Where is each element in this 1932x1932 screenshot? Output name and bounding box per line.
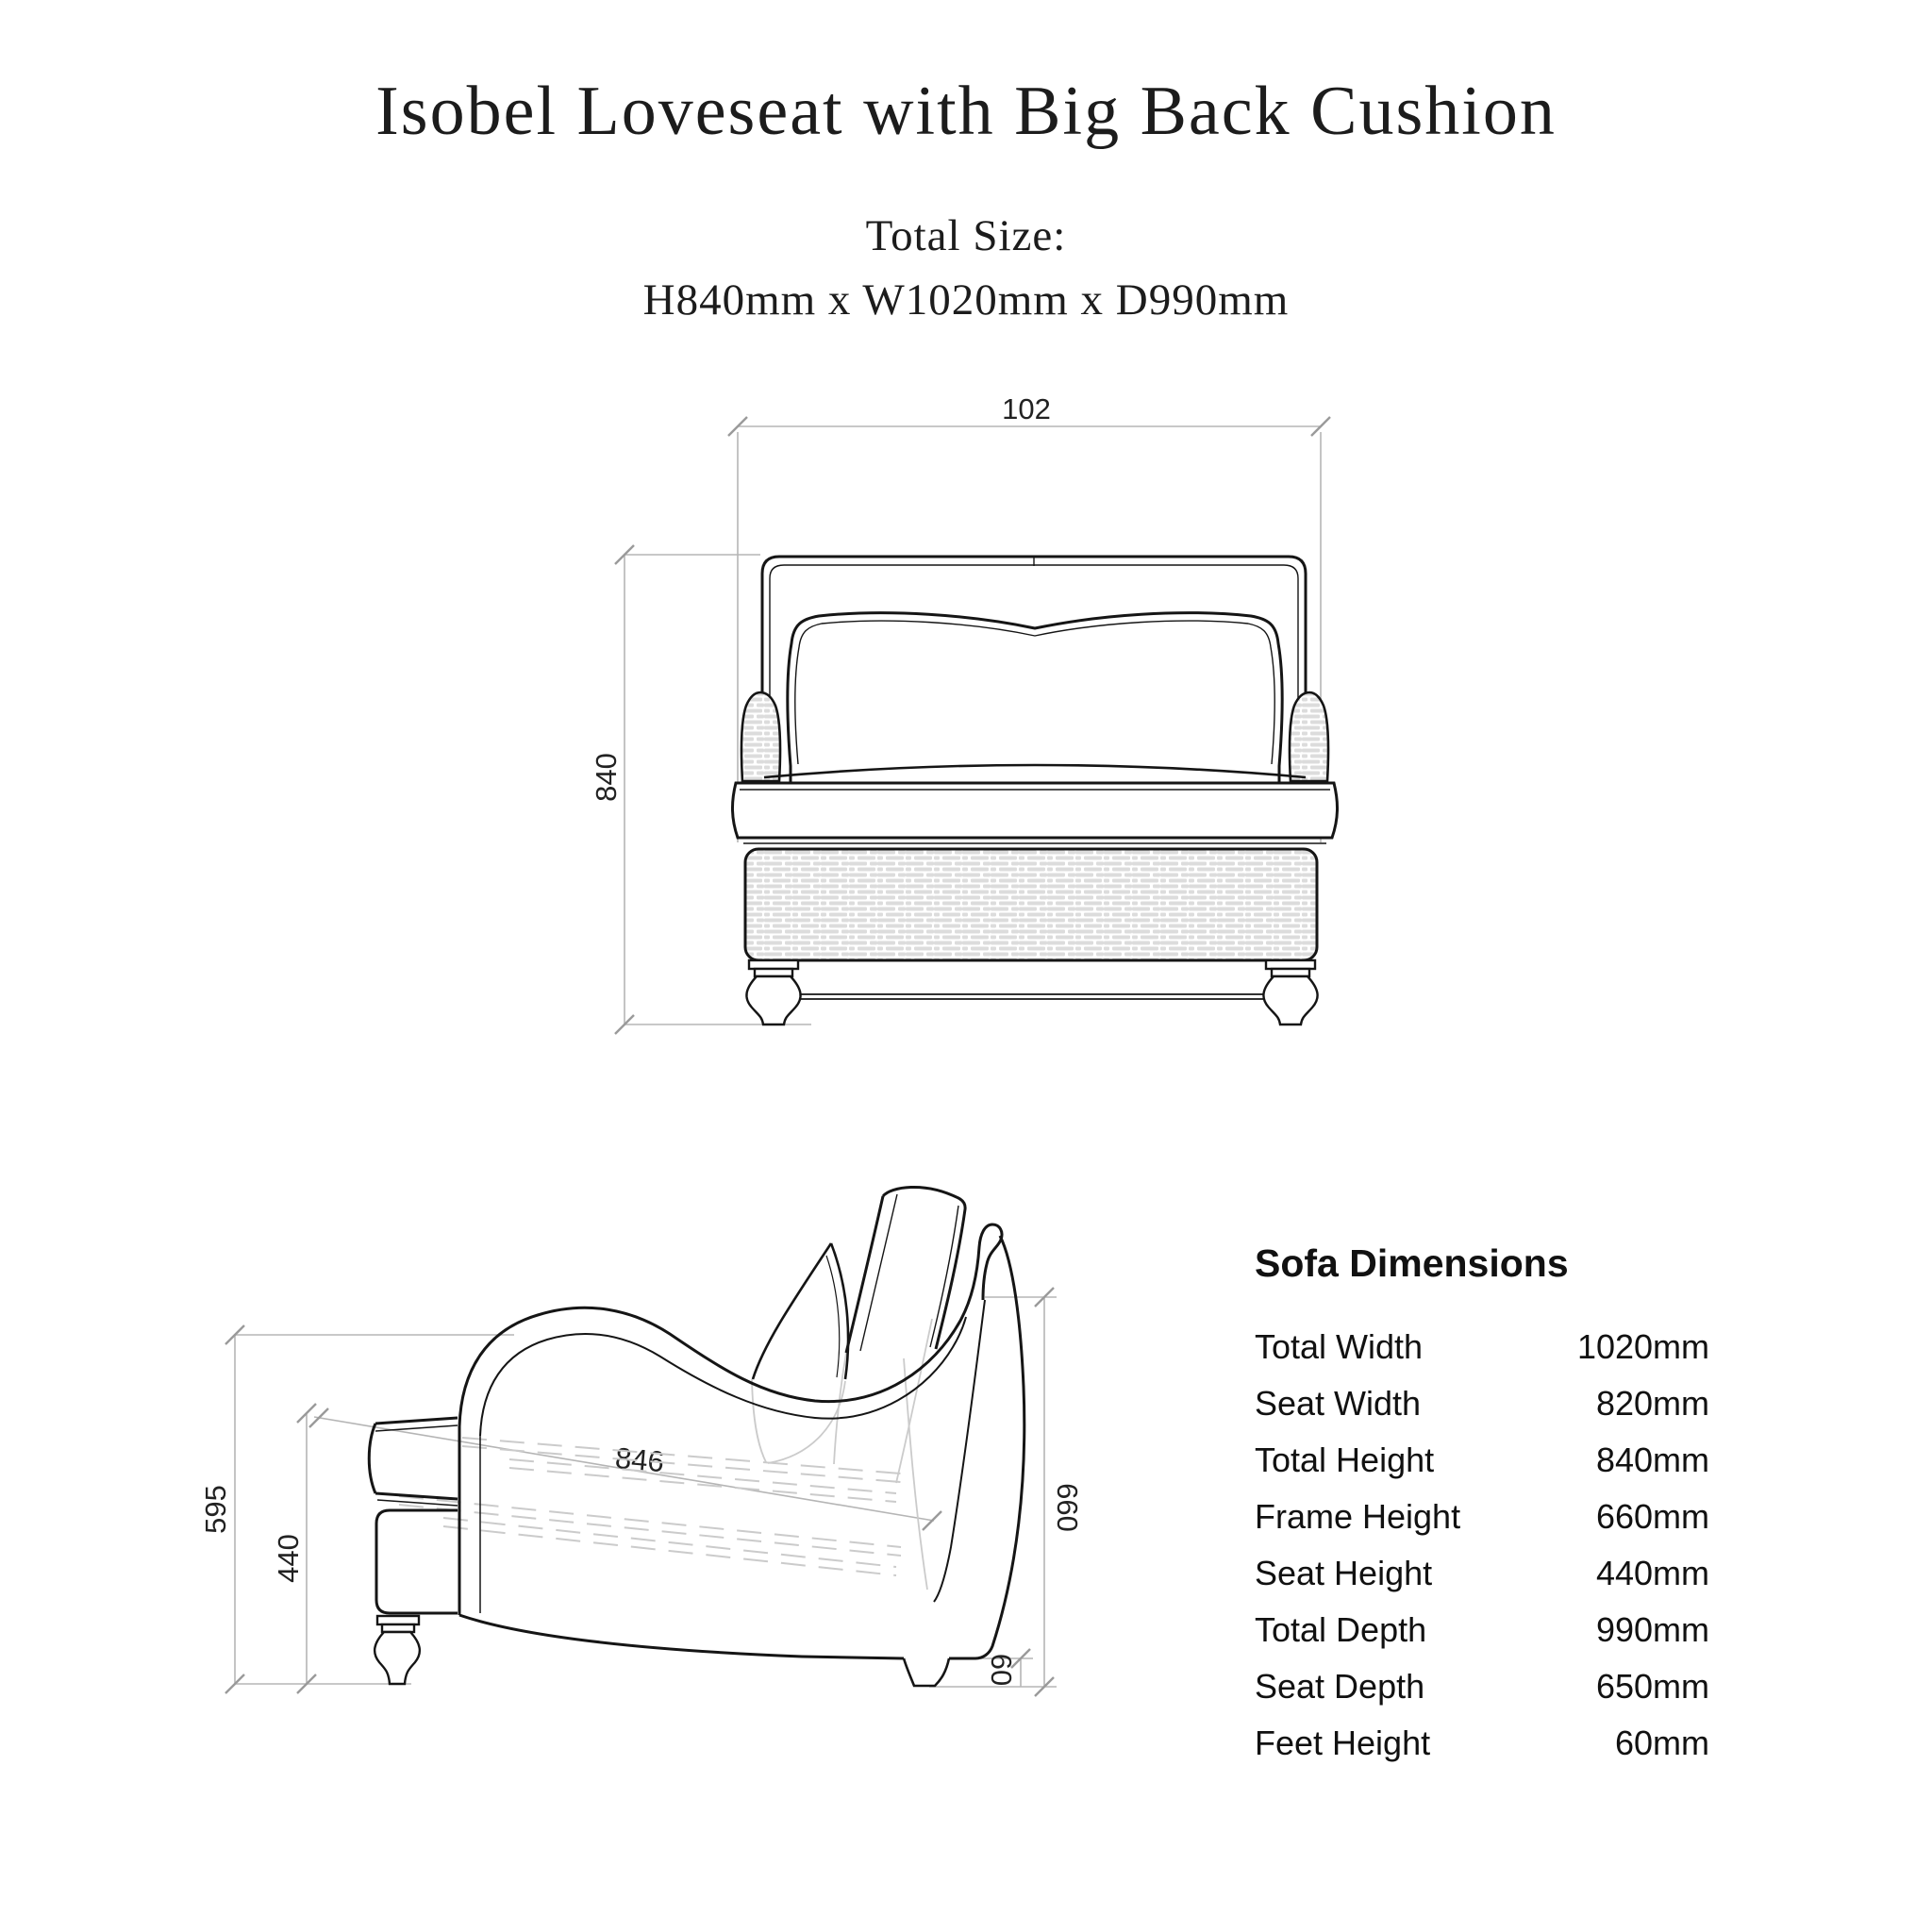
seat-band	[732, 783, 1337, 838]
arm-front-block	[369, 1418, 458, 1506]
page-title: Isobel Loveseat with Big Back Cushion	[375, 73, 1557, 150]
row-value: 840mm	[1595, 1441, 1709, 1479]
table-row	[1255, 1327, 1709, 1384]
total-size-label: Total Size:	[865, 211, 1067, 260]
side-internal-depth-dim-label: 846	[613, 1441, 666, 1479]
row-value: 820mm	[1595, 1384, 1709, 1423]
row-label: Seat Depth	[1255, 1667, 1425, 1706]
table-row	[1255, 1667, 1709, 1724]
side-view-sofa	[369, 1187, 1024, 1686]
front-width-dim-label: 102	[1002, 392, 1051, 425]
table-row	[1255, 1610, 1709, 1667]
row-value: 990mm	[1595, 1610, 1709, 1649]
side-bottom-edge	[459, 1615, 904, 1658]
side-back-leg	[904, 1658, 949, 1686]
side-arm-height-dim-label: 595	[199, 1485, 232, 1534]
table-heading: Sofa Dimensions	[1255, 1241, 1569, 1285]
base-rail	[745, 849, 1317, 960]
side-view-dimension-ticks	[225, 1288, 1054, 1696]
arm-band-inner-line	[480, 1317, 966, 1436]
row-label: Total Depth	[1255, 1610, 1427, 1649]
table-row	[1255, 1441, 1709, 1497]
right-arm-cap	[1290, 692, 1328, 781]
front-left-leg	[746, 960, 800, 1024]
front-view	[590, 392, 1338, 1034]
front-height-dim-label: 840	[590, 753, 623, 802]
row-value: 650mm	[1595, 1667, 1709, 1706]
side-feet-height-dim-label: 60	[985, 1653, 1018, 1687]
row-value: 440mm	[1595, 1554, 1709, 1592]
table-row	[1255, 1724, 1709, 1780]
table-row	[1255, 1554, 1709, 1610]
side-big-back-cushion	[846, 1187, 965, 1353]
back-inner-edge	[934, 1300, 985, 1602]
arm-and-back-outline	[459, 1224, 1002, 1426]
row-label: Frame Height	[1255, 1497, 1461, 1536]
table-row	[1255, 1497, 1709, 1554]
side-view	[199, 1187, 1084, 1696]
row-label: Seat Width	[1255, 1384, 1422, 1423]
side-leaf-cushion	[753, 1243, 848, 1379]
row-label: Feet Height	[1255, 1724, 1431, 1762]
sofa-dimensions-table	[1255, 1241, 1709, 1780]
row-value: 60mm	[1614, 1724, 1709, 1762]
side-frame-height-dim-label: 660	[1051, 1483, 1084, 1532]
table-row	[1255, 1384, 1709, 1441]
side-seat-height-dim-label: 440	[272, 1534, 305, 1583]
back-outer-edge	[949, 1236, 1024, 1658]
front-stretcher	[798, 994, 1272, 999]
back-cushion	[788, 613, 1283, 787]
front-view-sofa	[732, 557, 1337, 1024]
side-front-leg	[375, 1616, 420, 1684]
row-value: 1020mm	[1576, 1327, 1709, 1366]
row-label: Total Width	[1255, 1327, 1424, 1366]
total-size-value: H840mm x W1020mm x D990mm	[642, 275, 1290, 325]
row-value: 660mm	[1595, 1497, 1709, 1536]
left-arm-cap	[741, 692, 780, 781]
side-view-ghost-outlines	[752, 1319, 932, 1590]
row-label: Seat Height	[1255, 1554, 1433, 1592]
front-right-leg	[1263, 960, 1317, 1024]
row-label: Total Height	[1255, 1441, 1435, 1479]
